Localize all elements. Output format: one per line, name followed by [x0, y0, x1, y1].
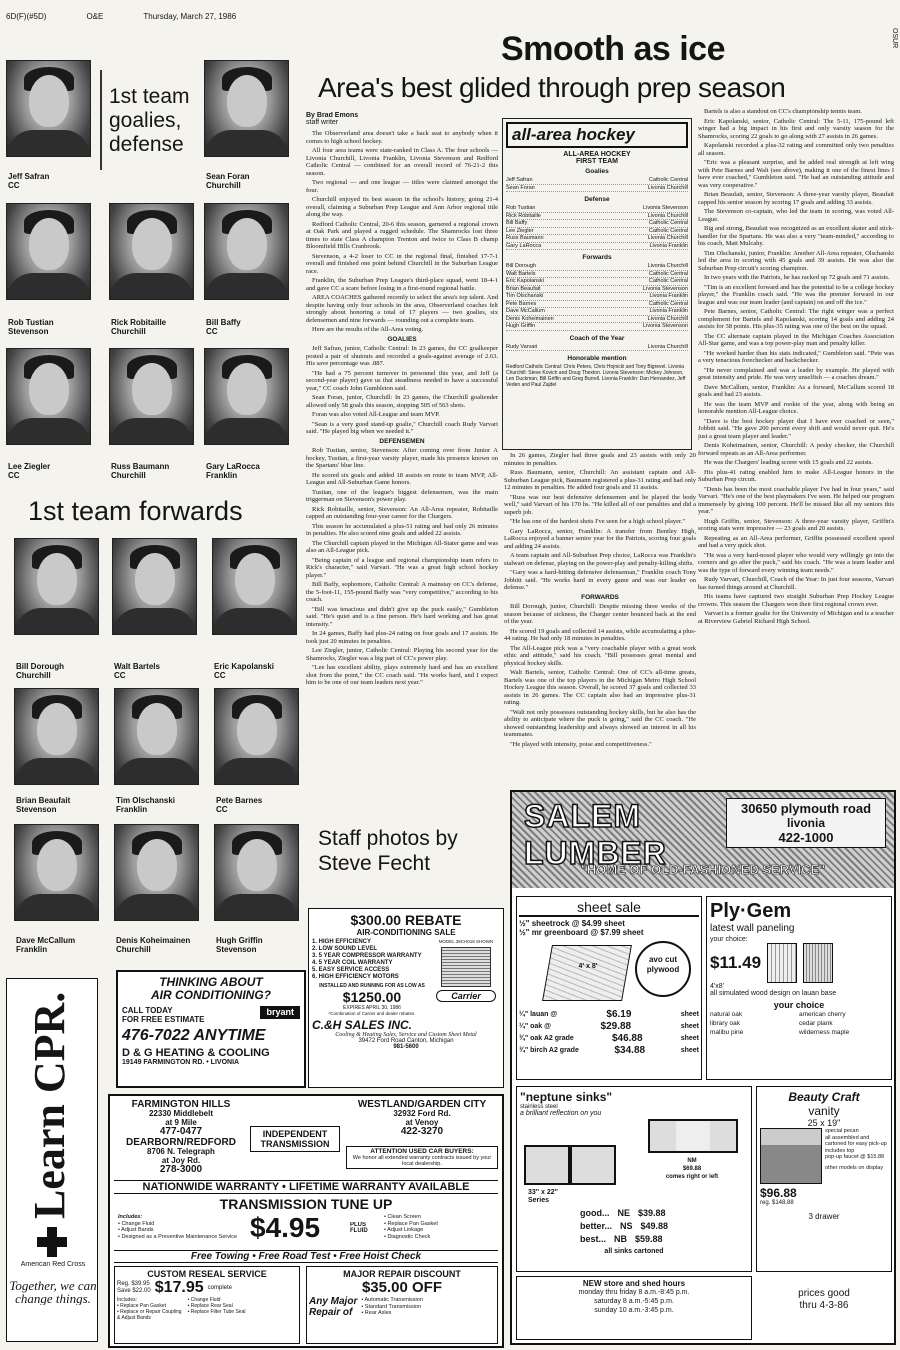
roster-coach-row: Rudy Varvari Livonia Churchill — [506, 343, 688, 350]
ad-transmission — [108, 1094, 504, 1348]
double-sink-icon — [524, 1145, 616, 1185]
photo-caption: Rob Tustian Stevenson — [8, 318, 54, 336]
page-folio — [6, 12, 296, 21]
photo-caption: Bill Dorough Churchill — [16, 662, 64, 680]
roster-box — [502, 118, 692, 450]
photo-caption: Gary LaRocca Franklin — [206, 462, 260, 480]
trans-includes-left: Includes: • Change Fluid • Adjust Bands • Designed as a Preventive Maintenance Service — [118, 1214, 238, 1240]
roster-hm-text: Redford Catholic Central: Chris Peters, Chris Hojnicki and Tony Bigrevel. Livonia Churchill: Steve Kovich and Doug Thexton. Livonia Stevenson: Mickey Johnson, Len Duckman, Bill Griffin and Greg Burrell. Livonia Franklin: Dan Hernandez, Jeff Veden and Paul Zajdel — [506, 364, 686, 388]
panel-icon — [803, 943, 833, 983]
folio-number: 6D(F)(#5D) — [6, 12, 47, 21]
heat-l4: FOR FREE ESTIMATE — [122, 1015, 205, 1024]
roster-row: Rob Tustian Livonia Stevenson — [506, 205, 688, 211]
section-line: 1st team — [109, 85, 190, 108]
story-column-3 — [504, 452, 696, 782]
heat-l2: AIR CONDITIONING? — [151, 988, 271, 1002]
rebate-list — [312, 939, 432, 981]
roster-goalies — [506, 177, 688, 192]
trans-attention: ATTENTION USED CAR BUYERS: We honor all extended warranty contracts issued by your local dealership. — [346, 1146, 498, 1169]
trans-reseal: CUSTOM RESEAL SERVICE Reg. $39.95 Save $22.00 $17.95 complete Includes: • Replace Pan Gasket • Replace or Repair Coupling & Adjust Bands • Change Fluid • Replace Rear Seal • Replace Filter Tube Seal — [114, 1266, 300, 1344]
roster-row: Hugh Griffin Livonia Stevenson — [506, 323, 688, 329]
lumber-logo: SALEM LUMBER — [524, 798, 667, 871]
roster-forwards — [506, 263, 688, 331]
story-body: In 26 games, Ziegler had three goals and 23 assists with only 20 minutes in penalties. Russ Baumann, senior, Churchill: An assistant captain and All-Suburban League pick, Baumann registered a plus-31 rating and had only 12 minutes in penalties. He added four goals and 11 assists. "Russ was our best defensive defensemen and he played the body well," said Varvari of his 170 hs. "He killed all of our penalties and did a superb job. "He has one of the hardest shots I've seen for a high school player." Gary LaRocca, senior, Franklin: A transfer from Bentley High, LaRocca enjoyed a banner senior year for the Patriots, scoring four goals and adding 24 assists. A team captain and All-Suburban Prep choice, LaRocca was Franklin's stalwart on defense, playing on the power-play and penalty-killing shifts. "Gary was a hard-hitting defensive defenseman," Franklin coach Tony Jobbitt said. "He works hard in every game and was our leader on defense." FORWARDS Bill Dorough, junior, Churchill: Despite missing three weeks of the season because of sickness, the Charger center bounced back at the end of the year. He scored 19 goals and collected 14 assists, while accumulating a plus-44 rating. He had only 18 minutes in penalties. The All-League pick was a "very coachable player with a great work ethic and attitude," said his coach. "Bill possesses great mental and physical hockey skills. Walt Bartels, senior, Catholic Central: One of CC's all-time greats, Bartels was one of the top players in the Michigan Metro High School Hockey League this season. Overall, he scored 37 goals and collected 33 assists in 26 games. The CC captain also had an impressive plus-31 rating. "Walt not only possesses outstanding hockey skills, but he also has the ability to anticipate where the puck is going," said the CC coach. "He showed outstanding leadership and always showed an interest in all his teammates. "He played with intensity, poise and competitiveness." — [504, 452, 696, 748]
roster-row: Russ Baumann Livonia Churchill — [506, 235, 688, 241]
player-photo — [6, 60, 91, 157]
rebate-title: $300.00 REBATE — [350, 912, 462, 928]
section-line: goalies, — [109, 109, 182, 132]
story-body: The Observerland area doesn't take a back seat to anybody when it comes to high school hockey. All four area teams were state-ranked in Class A. The four schools — Livonia Churchill, Livonia Franklin, Livonia Stevenson and Redford Catholic Central — combined for an overall record of 76-21-2 this season. Two regional — and one league — titles were claimed amongst the four. Churchill enjoyed its best season in the school's history, going 21-4 overall, claiming a Suburban Prep League and Ann Arbor regional title along the way. Redford Catholic Central, 20-6 this season, garnered a regional crown at Oak Park and played a rugged schedule. The Shamrocks lost three times to state Class A champion Trenton and twice to Class B champ Bloomfield Hills Cranbrook. Stevenson, a 4-2 loser to CC in the regional final, finished 17-7-1 overall and finished one point behind Churchill in the Suburban League race. Franklin, the Suburban Prep League's third-place squad, went 18-4-1 and gave CC a scare before losing in a first-round regional battle. AREA COACHES gathered recently to select the area's top talent. And despite having only four schools in the area, Observerland coaches felt strongly about honoring a total of 17 players — two goalies, six defensemen and nine forwards — rounding out a complete team. Here are the results of the All-Area voting. GOALIES Jeff Safran, junior, Catholic Central: In 23 games, the CC goalkeeper posted a pair of shutouts and recorded a goals-against average of 2.63. His save percentage was .887. "He had a 75 percent turnover in personnel this year, and Jeff (a second-year player) gave us that steadiness needed to have a successful year," CC coach John Gumbleton said. Sean Foran, junior, Churchill: In 23 games, the Churchill goaltender allowed only 58 goals this season, stopping 505 of 563 shots. Foran was also voted All-League and team MVP. "Sean is a very good stand-up goalie," Churchill coach Rudy Varvari said. "He played big when we needed it." DEFENSEMEN Rob Tustian, senior, Stevenson: After coming over from Junior A hockey, Tustian, a first-year varsity player, made his presence known on the Spartans' blue line. He scored six goals and added 18 assists en route to team MVP, All-League and All-Suburban Game honors. Tustian, one of the league's biggest defensemen, was the main triggerman on Stevenson's power play. Rick Robitaille, senior, Stevenson: An All-Area repeater, Robitaille capped an outstanding four-year career for the Chargers. This season he accumulated a plus-51 rating and had only 26 minutes in penalties. He also scored nine goals and added 22 assists. The Churchill captain played in the Michigan All-Stater game and was also an All-League pick. "Being captain of a league and regional championship team refers to Rick's character," said Varvari. "He was a great high school hockey player." Bill Baffy, sophomore, Catholic Central: A mainstay on CC's defense, the 5-foot-11, 155-pound Baffy was "very competitive," according to his coach. "Bill was tenacious and didn't give up the puck easily," Gumbleton said. "He's quiet and is a fine person. He's hard working and has great intensity." In 24 games, Baffy had plus-24 rating on four goals and 17 assists. He took just 20 minutes in penalties. Lee Ziegler, junior, Catholic Central: Playing his second year for the Shamrocks, Ziegler was a big part of CC's power play. "Lee has excellent ability, plays extremely hard and has an excellent shot from the point," the CC coach said. "He works hard, and I expect him to be one of our team leaders next year." — [306, 130, 498, 686]
cut-badge: avo cut plywood — [635, 941, 691, 997]
story-column-2 — [306, 112, 498, 824]
roster-row: Jeff Safran Catholic Central — [506, 177, 688, 183]
roster-row: Denis Koheimainen Livonia Churchill — [506, 315, 688, 322]
heat-l1: THINKING ABOUT — [159, 975, 263, 989]
photo-caption: Lee Ziegler CC — [8, 462, 51, 480]
trans-free: Free Towing • Free Road Test • Free Hoist Check — [114, 1250, 498, 1263]
rebate-item: 2. LOW SOUND LEVEL — [312, 946, 378, 952]
photo-caption: Russ Baumann Churchill — [111, 462, 170, 480]
story-column-4 — [698, 108, 894, 784]
section-title-goalies-defense — [109, 85, 204, 157]
player-photo — [112, 538, 197, 635]
player-photo — [109, 203, 194, 300]
roster-defense — [506, 205, 688, 250]
heat-l3: CALL TODAY — [122, 1006, 173, 1015]
ad-lumber — [510, 790, 896, 1345]
roster-row: Gary LaRocca Livonia Franklin — [506, 242, 688, 249]
lumber-slogan: "HOME OF OLD-FASHIONED SERVICE" — [580, 862, 826, 877]
photo-caption: Bill Baffy CC — [206, 318, 241, 336]
rebate-item: 6. HIGH EFFICIENCY MOTORS — [312, 974, 399, 980]
bryant-logo: bryant — [260, 1006, 300, 1019]
photo-caption: Pete Barnes CC — [216, 796, 263, 814]
cpr-headline: Learn CPR. — [25, 991, 74, 1219]
player-photo — [14, 688, 99, 785]
carrier-logo: Carrier — [436, 990, 496, 1002]
roster-coach-label: Coach of the Year — [569, 334, 625, 342]
roster-forwards-label: Forwards — [582, 254, 612, 261]
rebate-item: 1. HIGH EFFICIENCY — [312, 939, 372, 945]
rebate-phone: 981-5600 — [393, 1044, 419, 1050]
prices-good: prices good thru 4-3-86 — [798, 1288, 850, 1311]
lumber-address-box: 30650 plymouth road livonia 422-1000 — [726, 798, 886, 848]
ad-rebate — [308, 908, 504, 1088]
rebate-price: $1250.00 — [342, 989, 402, 1005]
player-photo — [6, 348, 91, 445]
rebate-model: MODEL 38CH018 SHOWN — [438, 939, 494, 944]
photo-caption: Hugh Griffin Stevenson — [216, 936, 263, 954]
rebate-sub: AIR-CONDITIONING SALE — [356, 928, 456, 937]
sink-grade-row: good... NE $39.88 — [580, 1208, 666, 1218]
player-photo — [6, 203, 91, 300]
ad-heating — [116, 970, 306, 1088]
player-photo — [204, 203, 289, 300]
trans-warranty: NATIONWIDE WARRANTY • LIFETIME WARRANTY AVAILABLE — [114, 1180, 498, 1194]
plygem: Ply·Gem latest wall paneling your choice: $11.49 4'x8' all simulated wood design on lauan base your choice natural oak american cherry library oak cedar plank malibu pine wilderness maple — [706, 896, 892, 1080]
rebate-note: *Combination of Carrier and dealer rebates. — [328, 1011, 416, 1016]
sink-grades — [520, 1207, 748, 1246]
photo-block — [4, 60, 304, 980]
subheadline: Area's best glided through prep season — [318, 72, 786, 103]
rebate-item: 4. 5 YEAR COIL WARRANTY — [312, 960, 393, 966]
roster-defense-label: Defense — [584, 196, 610, 203]
single-sink-icon — [648, 1119, 738, 1153]
heat-phone: 476-7022 ANYTIME — [122, 1027, 266, 1044]
roster-row: Dave McCallum Livonia Franklin — [506, 308, 688, 314]
byline-name: By Brad Emons — [306, 112, 359, 119]
roster-row: Rick Robitaille Livonia Churchill — [506, 212, 688, 219]
photo-credit: Staff photos by Steve Fecht — [318, 827, 458, 875]
plywood-icon — [542, 945, 632, 1001]
roster-row: Brian Beaufait Livonia Stevenson — [506, 285, 688, 292]
photo-caption: Denis Koheimainen Churchill — [116, 936, 191, 954]
roster-row: Bill Baffy Catholic Central — [506, 220, 688, 226]
trans-brand: INDEPENDENT TRANSMISSION — [250, 1126, 340, 1152]
section-rule — [100, 70, 104, 170]
vanity: Beauty Craft vanity 25 x 19" $96.88 reg. $148.88 special pecan all assembled and cartoned for easy pick-up includes top pop-up faucet @ $15.88 other models on display 3 drawer — [756, 1086, 892, 1272]
roster-goalies-label: Goalies — [585, 168, 609, 175]
roster-row: Sean Foran Livonia Churchill — [506, 184, 688, 191]
roster-hm-label: Honorable mention — [567, 355, 627, 362]
rebate-item: 5. EASY SERVICE ACCESS — [312, 967, 390, 973]
headline: Smooth as ice — [500, 30, 725, 68]
player-photo — [114, 688, 199, 785]
panel-icon — [767, 943, 797, 983]
roster-row: Lee Ziegler Catholic Central — [506, 227, 688, 234]
heat-address: 19149 FARMINGTON RD. • LIVONIA — [122, 1059, 240, 1066]
photo-caption: Brian Beaufait Stevenson — [16, 796, 71, 814]
rebate-installed: INSTALLED AND RUNNING FOR AS LOW AS — [319, 983, 425, 989]
roster-row: Eric Kapolanski Catholic Central — [506, 278, 688, 284]
player-photo — [204, 348, 289, 445]
roster-row: Bill Dorough Livonia Churchill — [506, 263, 688, 269]
red-cross-icon — [37, 1227, 67, 1257]
trans-major: MAJOR REPAIR DISCOUNT $35.00 OFF Any Major Repair of • Automatic Transmission • Standard Transmission • Rear Axles — [306, 1266, 498, 1344]
section-title-forwards: 1st team forwards — [28, 496, 243, 526]
player-photo — [214, 824, 299, 921]
player-photo — [204, 60, 289, 157]
trans-plus-fluid: PLUS FLUID — [350, 1222, 368, 1234]
photo-caption: Walt Bartels CC — [114, 662, 160, 680]
sink-grade-row: better... NS $49.88 — [580, 1221, 669, 1231]
photo-caption: Rick Robitaille Churchill — [111, 318, 167, 336]
roster-subtitle: FIRST TEAM — [576, 158, 618, 165]
player-photo — [14, 824, 99, 921]
heat-company: D & G HEATING & COOLING — [122, 1047, 270, 1059]
player-photo — [214, 688, 299, 785]
rebate-address: 39472 Ford Road Canton, Michigan — [358, 1038, 454, 1044]
story-body: Bartels is also a standout on CC's championship tennis team. Eric Kapolanski, senior, Catholic Central: The 5-11, 175-pound left winger had a big impact in his first and only varsity season for the Shamrocks, scoring 22 goals to go along with 27 assists in 26 games. Kapolanski recorded a plus-32 rating and committed only two penalties all season. "Eric was a pleasant surprise, and he added real strength at left wing with Pete Barnes and Walt (see above), making it one of the finest lines I have ever coached," Gumbleton said. "He had an outstanding attitude and was very cooperative." Brian Beaufait, senior, Stevenson: A three-year varsity player, Beaufait capped his senior season by scoring 17 goals and adding 33 assists. The Stevenson co-captain, who led the team in scoring, was voted All-League. Big and strong, Beaufait was recognized as an excellent skater and stick-handler for the Spartans. He was also a very "team-minded," according to his coach, Matt Mulcahy. Tim Olschanski, junior, Franklin: Another All-Area repeater, Olschanski led the area in scoring with 45 goals and 39 assists. He was also the Suburban Prep circuit's scoring champion. In two years with the Patriots, he has racked up 72 goals and 71 assists. "Tim is an excellent forward and has the potential to be a college hockey player," the Franklin coach said. "He was the premier forward in our league and was our team leader (and captain) on and off the ice." Pete Barnes, senior, Catholic Central: The right winger was a perfect complement for Bartels and Kapolanski, scoring 14 goals and adding 24 assists for 38 points. His plus-35 rating was one of the best on the squad. The CC alternate captain played in the Michigan Coaches Association All-Star game, and was a top power-play man and penalty killer. "He worked harder than his stats indicated," Gumbleton said. "Pete was a very tenacious forechecker and backchecker. "He never complained and was a leader by example. He played with great intensity and pride. He was very unselfish — a coaches dream." Dave McCallum, senior, Franklin: As a forward, McCallum scored 18 goals and had 23 assists. He was the team MVP and rookie of the year, along with being an honorable mention All-League choice. "Dave is the best hockey player that I have ever coached or seen," Jobbitt said. "He gave 200 percent every shift and would never quit. He's just a great team player and leader." Denis Koheimainen, senior, Churchill: A pesky checker, the Churchill forward repeats as an All-Area performer. He was the Chargers' leading scorer with 15 goals and 22 assists. His plus-41 rating enabled him to make All-League honors in the Suburban Prep circuit. "Denis has been the most coachable player I've had in four years," said Varvari. "He's one of the best playmakers I've seen. He helped our program immensely by giving 100 percent. He'll be missed like all my seniors this year." Hugh Griffin, senior, Stevenson: A three-year varsity player, Griffin's scoring stats were impressive — 23 goals and 20 assists. Repeating as an All-Area performer, Griffin possessed excellent speed and had a very quick shot. "He was a very hard-nosed player who would very willingly go into the corners and go after the puck," said his coach. "He was a team leader and was the type of forward every winning team needs." Rudy Varvari, Churchill, Coach of the Year: In just four seasons, Varvari has turned things around at Churchill. His teams have captured two straight Suburban Prep Hockey League crowns. This season the Chargers won their first regional crown ever. Varvari is a former goalie for the University of Michigan and is a teacher at Riverview Gabriel Richard High School. — [698, 108, 894, 625]
rebate-expires: EXPIRES APRIL 30, 1986 — [343, 1005, 401, 1011]
byline-title: staff writer — [306, 119, 339, 126]
player-photo — [114, 824, 199, 921]
roster-row: Pete Barnes Catholic Central — [506, 300, 688, 307]
cpr-org: American Red Cross — [20, 1261, 86, 1268]
trans-loc1: FARMINGTON HILLS 22330 Middlebelt at 9 Mile 477-0477 DEARBORN/REDFORD 8706 N. Telegraph at Joy Rd. 278-3000 — [126, 1100, 236, 1174]
trans-tune-price: $4.95 — [250, 1212, 321, 1243]
folio-section: O&E — [86, 12, 104, 21]
player-photo — [109, 348, 194, 445]
sinks: "neptune sinks" stainless steel a brilliant reflection on you NM $69.88 comes right or left 33" x 22" Series good... NE $39.88 better... NS $49.88 best... NB $59.88 all sinks cartoned — [516, 1086, 752, 1272]
trans-tune-title: TRANSMISSION TUNE UP — [219, 1196, 393, 1212]
vanity-icon — [760, 1128, 822, 1184]
ad-cpr — [6, 978, 98, 1342]
cpr-tagline: Together, we can change things. — [9, 1279, 97, 1305]
roster-banner: all-area hockey — [506, 122, 688, 148]
photo-caption: Eric Kapolanski CC — [214, 662, 275, 680]
sheet-sale: sheet sale ½" sheetrock @ $4.99 sheet ½" mr greenboard @ $7.99 sheet 4' x 8' avo cut plywood ¼" lauan @ $6.19 sheet ¼" oak @ $29.88 sheet ¾" oak A2 grade $46.88 sheet ¾" birch A2 grade $34.88 sheet — [516, 896, 702, 1080]
trans-loc3: WESTLAND/GARDEN CITY 32932 Ford Rd. at Venoy 422-3270 — [357, 1100, 487, 1136]
trans-includes-right: • Clean Screen • Replace Pan Gasket • Adjust Linkage • Diagnostic Check — [384, 1214, 438, 1240]
rebate-co-sub: Cooling & Heating Sales, Service and Custom Sheet Metal — [335, 1032, 477, 1038]
folio-date: Thursday, March 27, 1986 — [143, 12, 237, 21]
lumber-hours: NEW store and shed hours monday thru friday 8 a.m.-8:45 p.m. saturday 8 a.m.-5:45 p.m. sunday 10 a.m.-3:45 p.m. — [516, 1276, 752, 1340]
section-line: defense — [109, 133, 184, 156]
photo-caption: Jeff Safran CC — [8, 172, 50, 190]
rebate-item: 3. 5 YEAR COMPRESSOR WARRANTY — [312, 953, 422, 959]
roster-row: Tim Olschanski Livonia Franklin — [506, 293, 688, 299]
sink-grade-row: best... NB $59.88 — [580, 1234, 663, 1244]
roster-row: Walt Bartels Catholic Central — [506, 270, 688, 277]
photo-caption: Dave McCallum Franklin — [16, 936, 76, 954]
player-photo — [14, 538, 99, 635]
photo-caption: Sean Foran Churchill — [206, 172, 250, 190]
rebate-company: C.&H SALES INC. — [312, 1018, 413, 1032]
player-photo — [212, 538, 297, 635]
corner-mark: OSUR — [891, 28, 898, 49]
roster-title: ALL-AREA HOCKEY — [563, 151, 631, 158]
ac-unit-icon — [441, 947, 491, 987]
photo-caption: Tim Olschanski Franklin — [116, 796, 175, 814]
